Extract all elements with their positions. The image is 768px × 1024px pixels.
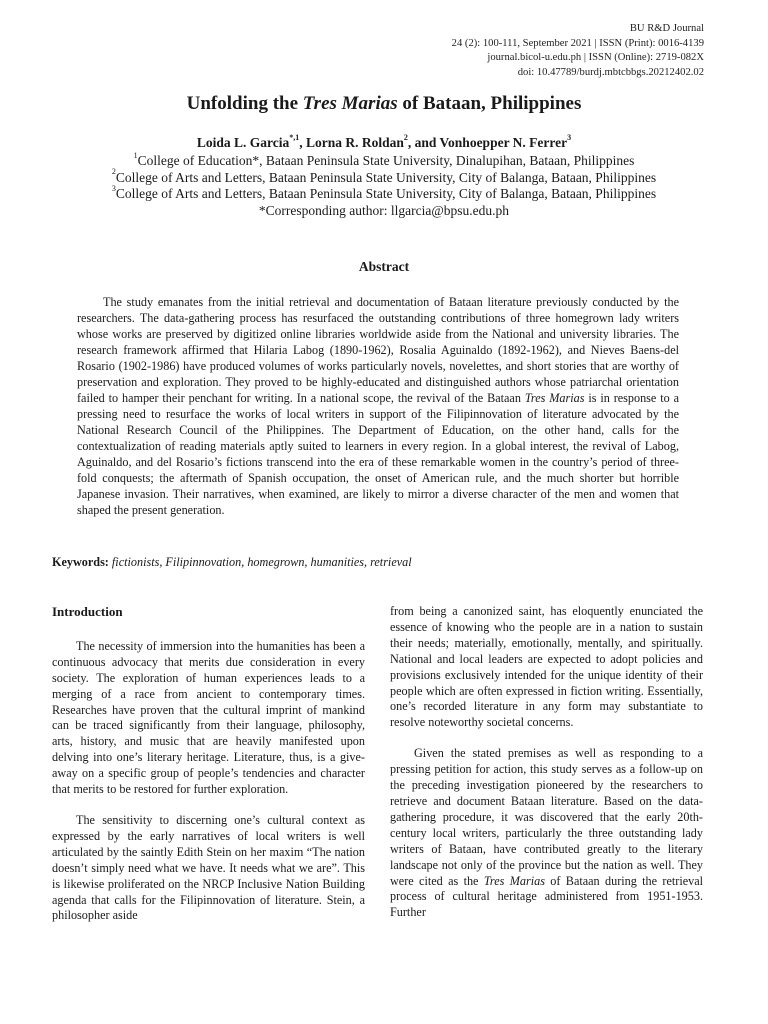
author-2-sup: 2: [403, 132, 408, 142]
abstract-italic: Tres Marias: [524, 391, 585, 405]
title-pre: Unfolding the: [186, 93, 303, 114]
title-italic: Tres Marias: [302, 93, 398, 114]
journal-doi: doi: 10.47789/burdj.mbtcbbgs.20212402.02: [517, 66, 704, 78]
affiliation-3-text: College of Arts and Letters, Bataan Peninsula State University, City of Balanga, Bataan, Philippines: [115, 186, 657, 202]
affiliation-3-sup: 3: [111, 183, 116, 193]
abstract-part-1: The study emanates from the initial retrieval and documentation of Bataan literature previously conducted by the researchers. The data-gathering process has resurfaced the outstanding contributions of three homegrown lady writers whose works are preserved by digitized online libraries worldwide aside from the National and university libraries. The research framework affirmed that Hilaria Labog (1890-1962), Rosalia Aguinaldo (1892-1962), and Nieves Baens-del Rosario (1902-1986) have produced volumes of works particularly novels, novelettes, and short stories that are worthy of preservation and exploration. They proved to be highly-educated and distinguished authors whose patriarchal orientation failed to hamper their penchant for writing. In a national scope, the revival of the Bataan: [77, 295, 679, 405]
author-list: [0, 134, 768, 151]
journal-name: BU R&D Journal: [629, 23, 704, 34]
keywords-value: fictionists, Filipinnovation, homegrown, humanities, retrieval: [111, 555, 412, 569]
introduction-heading: Introduction: [52, 604, 123, 619]
affiliation-1-sup: 1: [133, 150, 138, 160]
author-2: , Lorna R. Roldan: [299, 135, 404, 150]
title-post: of Bataan, Philippines: [397, 93, 582, 114]
abstract-part-2: is in response to a pressing need to resurface the works of local writers in support of the Filipinnovation of literature advocated by the National Research Council of the Philippines. The Department of Education, on the other hand, calls for the contextualization of reading materials aptly suited to learners in every region. In a global interest, the revival of Labog, Aguinaldo, and del Rosario’s fictions transcend into the era of these remarkable women in the country’s period of three-fold conquests; the aftermath of Spanish occupation, the onset of American rule, and the much shorter but horrible Japanese invasion. Their narratives, when examined, are likely to mirror a diverse character of the men and women that shaped the present generation.: [77, 391, 679, 517]
abstract-text: [77, 294, 679, 518]
intro-paragraph-4-italic: Tres Marias: [483, 873, 545, 888]
author-1: Loida L. Garcia: [196, 135, 290, 150]
paper-title: [0, 92, 768, 116]
corresponding-author: *Corresponding author: llgarcia@bpsu.edu.ph: [258, 202, 510, 218]
intro-paragraph-4-part-1: Given the stated premises as well as responding to a pressing petition for action, this study serves as a follow-up on the preceding investigation pioneered by the researchers to retrieve and document Bataan literature. Based on the data-gathering procedure, it was discovered that the early 20th-century local writers, particularly the three outstanding lady writers of Bataan, have contributed greatly to the literary landscape not only of the province but the nation as well. They were cited as the: [390, 746, 703, 888]
affiliation-2-sup: 2: [111, 167, 116, 177]
affiliation-1-text: College of Education*, Bataan Peninsula State University, Dinalupihan, Bataan, Philippines: [137, 153, 635, 168]
journal-issue: 24 (2): 100-111, September 2021 | ISSN (Print): 0016-4139: [451, 37, 704, 49]
intro-paragraph-3: from being a canonized saint, has eloquently enunciated the essence of knowing who the people are in a nation to sustain their needs; materially, emotionally, mentally, and spiritually. National and local leaders are expected to adopt policies and provisions exclusively intended for the unique identity of their people which are often expressed in fiction writing. Essentially, one’s recorded literature in any form may substantiate to resolve noteworthy societal concerns.: [390, 604, 703, 730]
intro-paragraph-1: The necessity of immersion into the humanities has been a continuous advocacy that merits due consideration in every society. The exploration of human experiences leads to a merging of a race from ancient to contemporary times. Researches have proven that the cultural imprint of mankind can be traced significantly from their language, philosophy, arts, history, and music that are heavily manifested upon delving into one’s literary heritage. Literature, thus, is a give-away on a specific group of people’s tendencies and character that merits to be restored for further exploration.: [52, 638, 365, 797]
keywords-label: Keywords:: [52, 555, 109, 569]
intro-paragraph-2: The sensitivity to discerning one’s cultural context as expressed by the early narratives of local writers is well articulated by the saintly Edith Stein on her maxim “The nation doesn’t simply need what we have. It needs what we are”. This is likewise proliferated on the NRCP Inclusive Nation Building agenda that calls for the Filipinnovation of literature. Stein, a philosopher aside: [52, 812, 365, 923]
intro-paragraph-4: [390, 746, 703, 921]
affiliations: [0, 150, 768, 219]
journal-url-issn: journal.bicol-u.edu.ph | ISSN (Online): 2719-082X: [487, 52, 704, 64]
author-1-sup: *,1: [289, 132, 300, 142]
intro-paragraph-4-part-2: of Bataan during the retrieval process of cultural heritage administered from 1951-1953. Further: [390, 873, 704, 920]
keywords: [52, 554, 712, 570]
author-3: , and Vonhoepper N. Ferrer: [407, 135, 568, 150]
author-3-sup: 3: [567, 132, 572, 142]
affiliation-2-text: College of Arts and Letters, Bataan Peninsula State University, City of Balanga, Bataan, Philippines: [115, 169, 657, 185]
abstract-heading: Abstract: [358, 259, 410, 274]
right-column: [390, 604, 703, 936]
affiliation-3: [0, 183, 768, 203]
journal-meta: [344, 22, 704, 80]
left-column: [52, 604, 365, 939]
